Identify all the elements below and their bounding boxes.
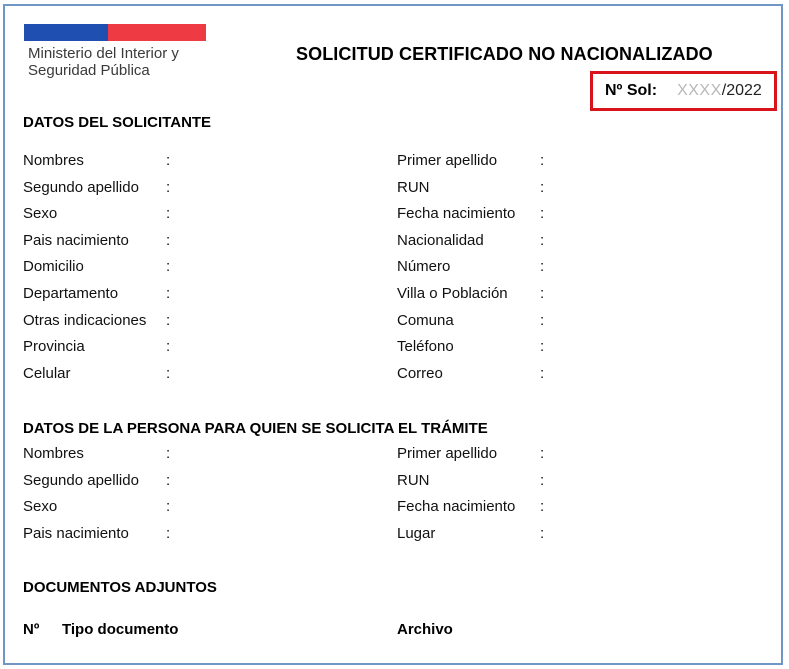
field-separator: : [166,471,171,489]
field-row [0,205,780,223]
field-label-left: Departamento [23,285,119,302]
field-label-left: Sexo [23,498,58,516]
field-separator: : [540,364,545,382]
sol-number-placeholder: XXXX [677,82,722,99]
field-label-left: Otras indicaciones [23,311,147,329]
section-title-persona: DATOS DE LA PERSONA PARA QUIEN SE SOLICITA EL TRÁMITE [23,420,488,437]
field-separator: : [540,445,545,462]
ministry-line-2: Seguridad Pública [28,62,150,79]
field-label-right: RUN [397,471,430,489]
gov-logo-bar [24,24,206,41]
field-separator: : [166,178,171,196]
field-label-right: Fecha nacimiento [397,205,516,223]
field-row [0,179,780,197]
field-label-left: Celular [23,364,71,382]
field-label-left: Nombres [23,152,84,169]
field-label-right: Fecha nacimiento [397,498,516,516]
field-separator: : [540,205,545,223]
field-row [0,312,780,330]
field-separator: : [540,524,545,542]
field-separator: : [166,524,171,542]
field-separator: : [166,498,171,516]
logo-red-stripe [108,24,206,41]
ministry-name [28,45,179,79]
field-label-right: Nacionalidad [397,231,484,249]
field-label-right: Correo [397,364,443,382]
field-label-right: Primer apellido [397,445,498,462]
sol-separator: / [721,82,727,99]
sol-year: 2022 [726,82,762,99]
field-label-right: Villa o Población [397,285,508,302]
field-separator: : [166,231,171,249]
field-separator: : [540,178,545,196]
section-title-documentos: DOCUMENTOS ADJUNTOS [23,579,217,596]
ministry-line-1: Ministerio del Interior y [28,45,179,62]
field-row [0,338,780,356]
col-tipo-documento-header: Tipo documento [62,621,179,638]
logo-blue-stripe [24,24,108,41]
field-label-right: Número [397,258,451,276]
field-label-left: Segundo apellido [23,178,139,196]
field-separator: : [166,364,171,382]
field-label-left: Provincia [23,338,85,356]
field-label-left: Pais nacimiento [23,231,129,249]
field-separator: : [540,231,545,249]
field-row [0,232,780,250]
field-separator: : [540,338,545,356]
field-label-left: Segundo apellido [23,471,139,489]
section-title-solicitante: DATOS DEL SOLICITANTE [23,114,212,131]
field-label-left: Domicilio [23,258,84,276]
field-label-left: Pais nacimiento [23,524,129,542]
field-row [0,498,780,516]
field-separator: : [166,445,171,462]
field-separator: : [540,311,545,329]
field-separator: : [166,311,171,329]
field-label-right: RUN [397,178,430,196]
field-separator: : [540,152,545,169]
field-row [0,445,780,463]
field-row [0,525,780,543]
field-separator: : [540,285,545,302]
field-separator: : [540,258,545,276]
field-separator: : [166,152,171,169]
field-separator: : [540,471,545,489]
field-separator: : [540,498,545,516]
col-archivo-header: Archivo [397,621,453,638]
sol-label: Nº Sol: [605,82,658,99]
field-row [0,285,780,303]
field-row [0,152,780,170]
field-row [0,258,780,276]
field-label-right: Lugar [397,524,436,542]
field-label-left: Sexo [23,205,58,223]
field-separator: : [166,205,171,223]
field-label-left: Nombres [23,445,84,462]
field-separator: : [166,258,171,276]
col-number-header: Nº [23,621,40,638]
field-separator: : [166,338,171,356]
field-row [0,472,780,490]
field-label-right: Teléfono [397,338,454,356]
field-label-right: Comuna [397,311,454,329]
field-row [0,365,780,383]
document-title: SOLICITUD CERTIFICADO NO NACIONALIZADO [296,44,713,64]
field-label-right: Primer apellido [397,152,498,169]
field-separator: : [166,285,171,302]
sol-number-box [590,71,777,111]
